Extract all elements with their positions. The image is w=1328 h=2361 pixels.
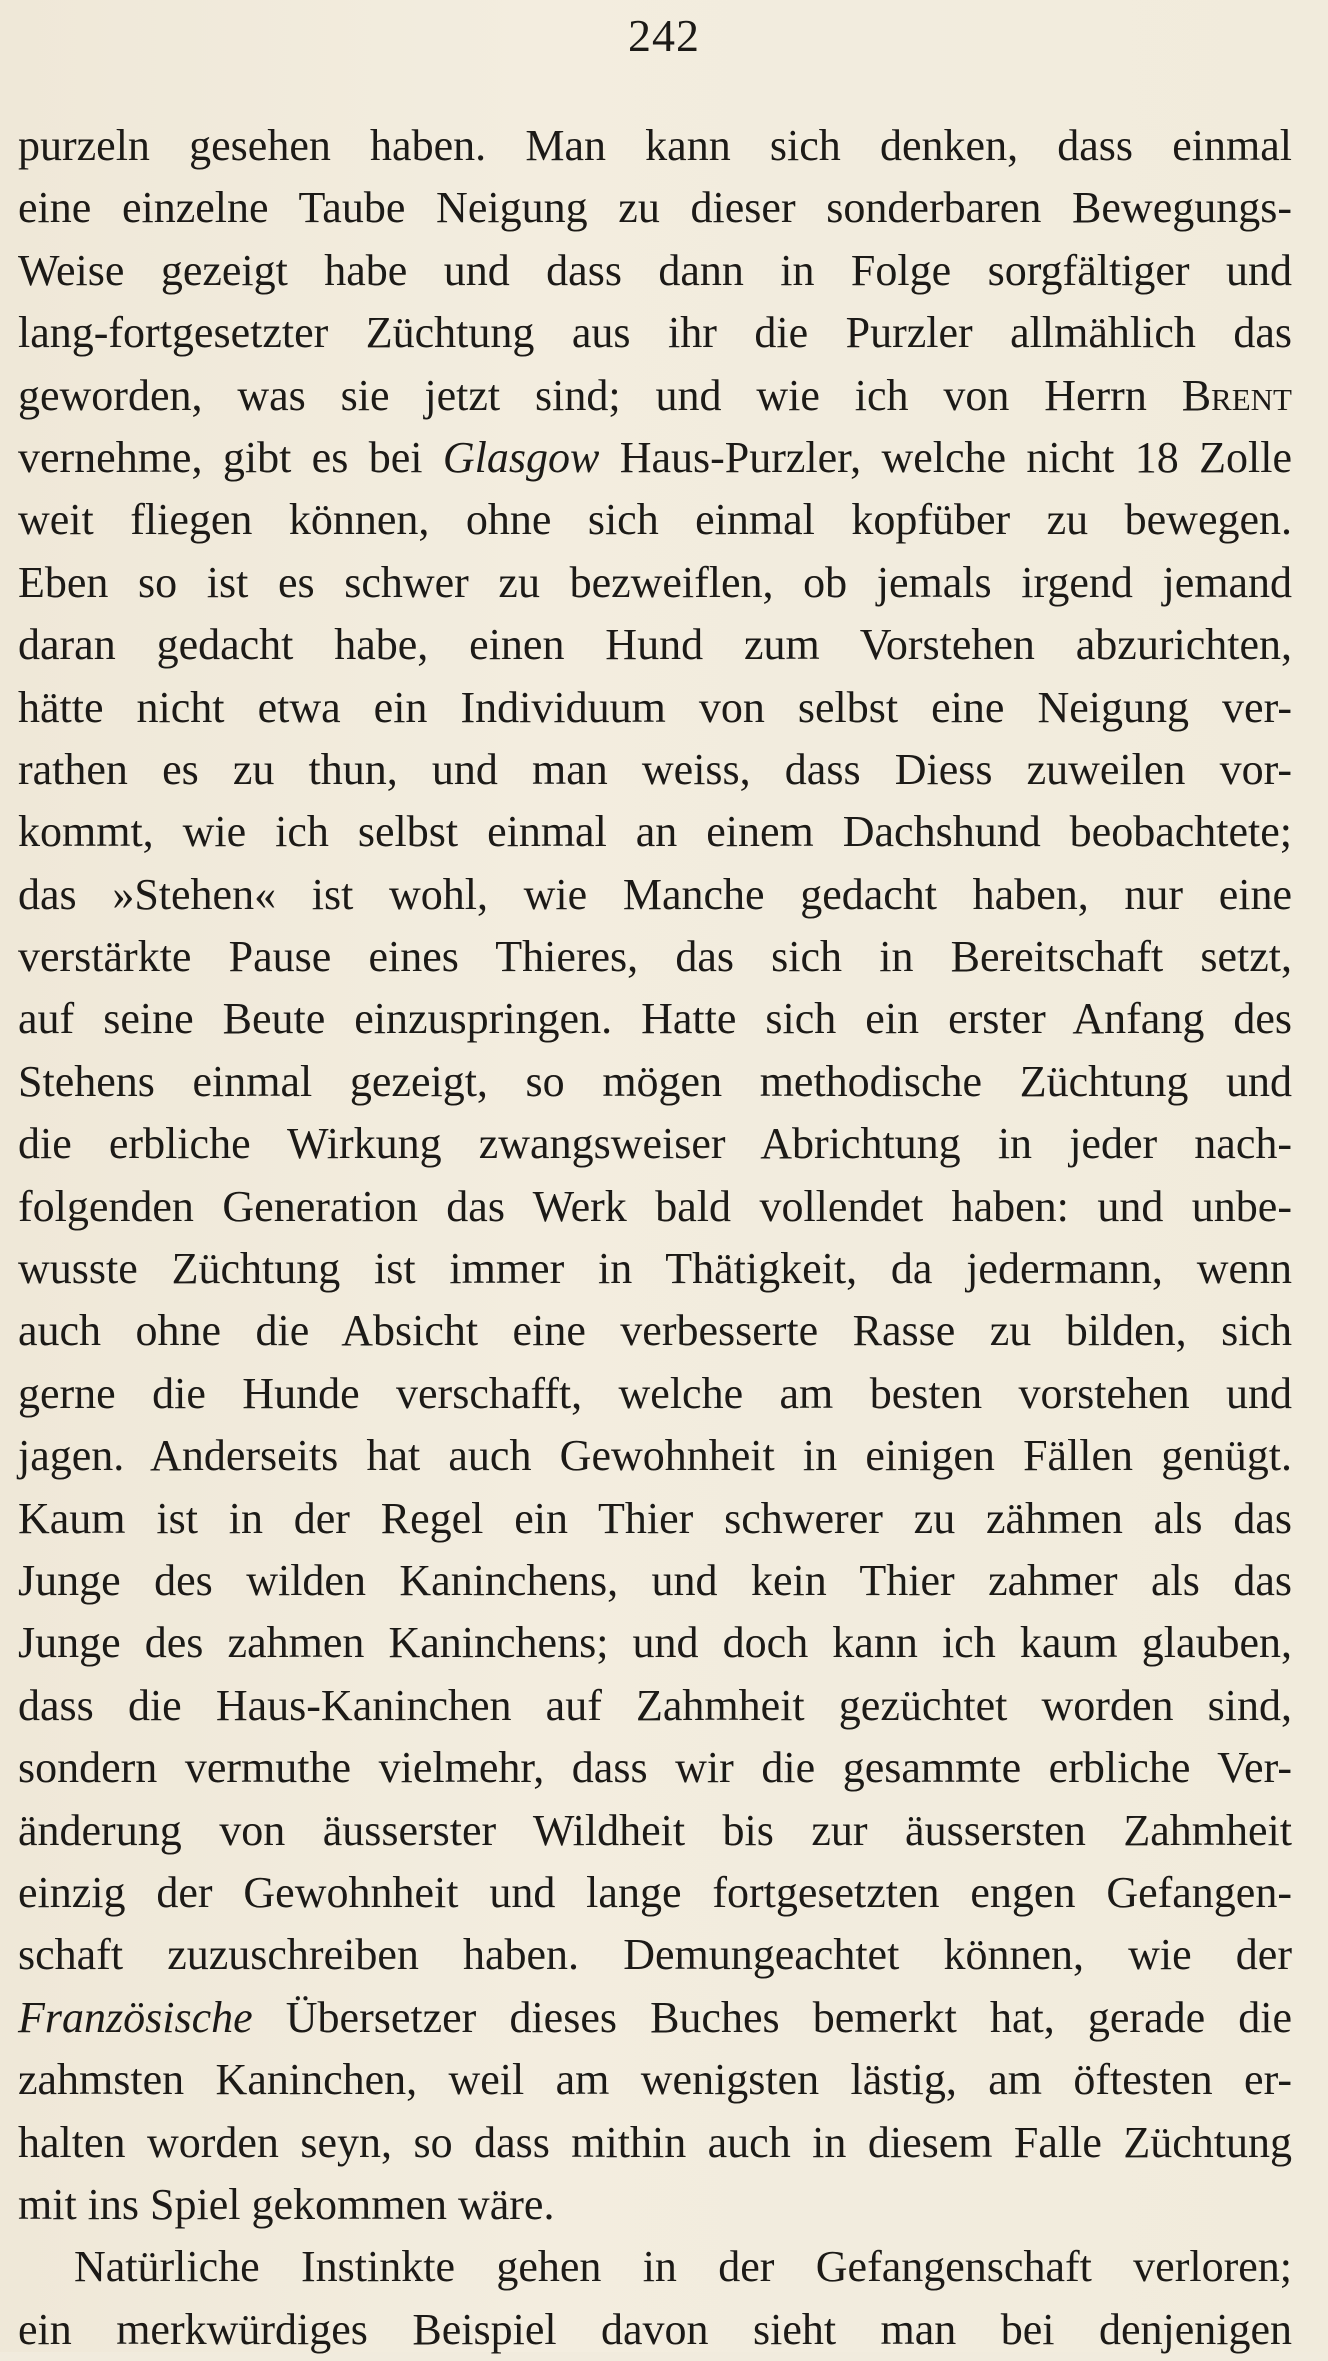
text-line: die erbliche Wirkung zwangsweiser Abrichtung in jeder nach-: [18, 1119, 1292, 1169]
text-run: vernehme, gibt es bei: [18, 432, 443, 482]
text-line: Junge des zahmen Kaninchens; und doch kann ich kaum glauben,: [18, 1618, 1292, 1668]
page-number: 242: [628, 10, 700, 61]
text-line: zahmsten Kaninchen, weil am wenigsten lästig, am öftesten er-: [18, 2055, 1292, 2105]
text-line: Kaum ist in der Regel ein Thier schwerer zu zähmen als das: [18, 1493, 1292, 1543]
text-line: rathen es zu thun, und man weiss, dass Diess zuweilen vor-: [18, 744, 1292, 794]
text-line: purzeln gesehen haben. Man kann sich denken, dass einmal: [18, 121, 1292, 170]
paragraph-end-line: mit ins Spiel gekommen wäre.: [18, 2179, 555, 2229]
text-line: änderung von äusserster Wildheit bis zur äussersten Zahmheit: [18, 1805, 1292, 1855]
text-line: schaft zuzuschreiben haben. Demungeachtet können, wie der: [18, 1930, 1292, 1980]
text-line: verstärkte Pause eines Thieres, das sich in Bereitschaft setzt,: [18, 932, 1292, 982]
text-run: Haus-Purzler, welche nicht 18 Zolle: [599, 432, 1292, 482]
text-line: dass die Haus-Kaninchen auf Zahmheit gezüchtet worden sind,: [18, 1680, 1292, 1730]
text-line: das »Stehen« ist wohl, wie Manche gedacht haben, nur eine: [18, 869, 1292, 919]
text-line: daran gedacht habe, einen Hund zum Vorstehen abzurichten,: [18, 620, 1292, 670]
text-line: Stehens einmal gezeigt, so mögen methodische Züchtung und: [18, 1056, 1292, 1106]
text-line: Weise gezeigt habe und dass dann in Folge sorgfältiger und: [18, 245, 1292, 295]
text-line: Eben so ist es schwer zu bezweiflen, ob jemals irgend jemand: [18, 557, 1292, 607]
text-line: weit fliegen können, ohne sich einmal kopfüber zu bewegen.: [18, 495, 1292, 545]
text-line: ein merkwürdiges Beispiel davon sieht man bei denjenigen: [18, 2304, 1292, 2354]
body-text: [18, 115, 1292, 2361]
paragraph-start-line: Natürliche Instinkte gehen in der Gefangenschaft verloren;: [74, 2242, 1292, 2292]
text-line: [18, 427, 1292, 489]
text-line: auf seine Beute einzuspringen. Hatte sich ein erster Anfang des: [18, 994, 1292, 1044]
author-name-brent: Brent: [1181, 370, 1292, 420]
text-line: sondern vermuthe vielmehr, dass wir die gesammte erbliche Ver-: [18, 1743, 1292, 1793]
text-line: auch ohne die Absicht eine verbesserte Rasse zu bilden, sich: [18, 1306, 1292, 1356]
text-line: einzig der Gewohnheit und lange fortgesetzten engen Gefangen-: [18, 1867, 1292, 1917]
text-line: gerne die Hunde verschafft, welche am besten vorstehen und: [18, 1368, 1292, 1418]
text-line: wusste Züchtung ist immer in Thätigkeit, da jedermann, wenn: [18, 1244, 1292, 1294]
text-line: lang-fortgesetzter Züchtung aus ihr die Purzler allmählich das: [18, 308, 1292, 358]
text-line: Junge des wilden Kaninchens, und kein Thier zahmer als das: [18, 1555, 1292, 1605]
text-line: [18, 1987, 1292, 2049]
text-line: jagen. Anderseits hat auch Gewohnheit in einigen Fällen genügt.: [18, 1431, 1292, 1481]
text-line: [18, 365, 1292, 427]
place-name-glasgow: Glasgow: [442, 432, 600, 482]
text-line: kommt, wie ich selbst einmal an einem Dachshund beobachtete;: [18, 807, 1292, 857]
text-run: geworden, was sie jetzt sind; und wie ich von Herrn: [18, 370, 1182, 420]
text-line: hätte nicht etwa ein Individuum von selbst eine Neigung ver-: [18, 682, 1292, 732]
emphasis-franzoesische: Französische: [18, 1992, 253, 2042]
text-line: folgenden Generation das Werk bald vollendet haben: und unbe-: [18, 1181, 1292, 1231]
text-run: Übersetzer dieses Buches bemerkt hat, gerade die: [252, 1992, 1292, 2042]
text-line: eine einzelne Taube Neigung zu dieser sonderbaren Bewegungs-: [18, 183, 1292, 233]
text-line: halten worden seyn, so dass mithin auch in diesem Falle Züchtung: [18, 2117, 1292, 2167]
